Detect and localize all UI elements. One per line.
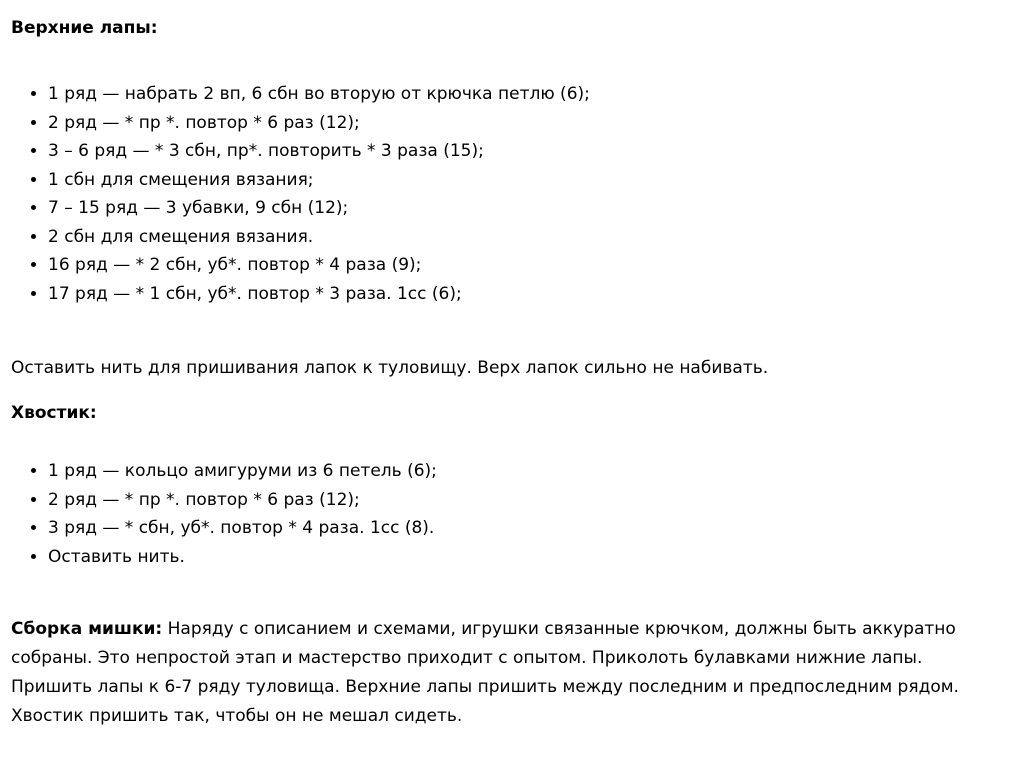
upper-paws-steps-list [11,80,1008,308]
list-item: • 2 сбн для смещения вязания. [48,223,1008,252]
list-item: • 3 – 6 ряд — * 3 сбн, пр*. повторить * 3 раза (15); [48,137,1008,166]
document-page [0,14,1024,731]
list-item: • 17 ряд — * 1 сбн, уб*. повтор * 3 раза. 1сс (6); [48,280,1008,309]
section-heading-tail: Хвостик: [11,403,97,423]
upper-paws-note: Оставить нить для пришивания лапок к туловищу. Верх лапок сильно не набивать. [11,358,769,378]
assembly-text: Наряду с описанием и схемами, игрушки связанные крючком, должны быть аккуратно собраны. Это непростой этап и мастерство приходит с опытом. Приколоть булавками нижние лапы. Пришить лапы к 6-7 ряду туловища. Верхние лапы пришить между последним и предпоследним рядом. Хвостик пришить так, чтобы он не мешал сидеть. [11,619,959,726]
tail-steps-list [11,457,1008,571]
list-item: • 2 ряд — * пр *. повтор * 6 раз (12); [48,486,1008,515]
list-item: • 1 сбн для смещения вязания; [48,166,1008,195]
list-item: • 16 ряд — * 2 сбн, уб*. повтор * 4 раза (9); [48,251,1008,280]
list-item: • 7 – 15 ряд — 3 убавки, 9 сбн (12); [48,194,1008,223]
assembly-paragraph [11,615,1008,731]
list-item: • Оставить нить. [48,543,1008,572]
list-item: • 1 ряд — набрать 2 вп, 6 сбн во вторую от крючка петлю (6); [48,80,1008,109]
list-item: • 2 ряд — * пр *. повтор * 6 раз (12); [48,109,1008,138]
list-item: • 1 ряд — кольцо амигуруми из 6 петель (6); [48,457,1008,486]
section-heading-upper-paws: Верхние лапы: [11,18,158,38]
assembly-label: Сборка мишки: [11,619,163,639]
list-item: • 3 ряд — * сбн, уб*. повтор * 4 раза. 1сс (8). [48,514,1008,543]
